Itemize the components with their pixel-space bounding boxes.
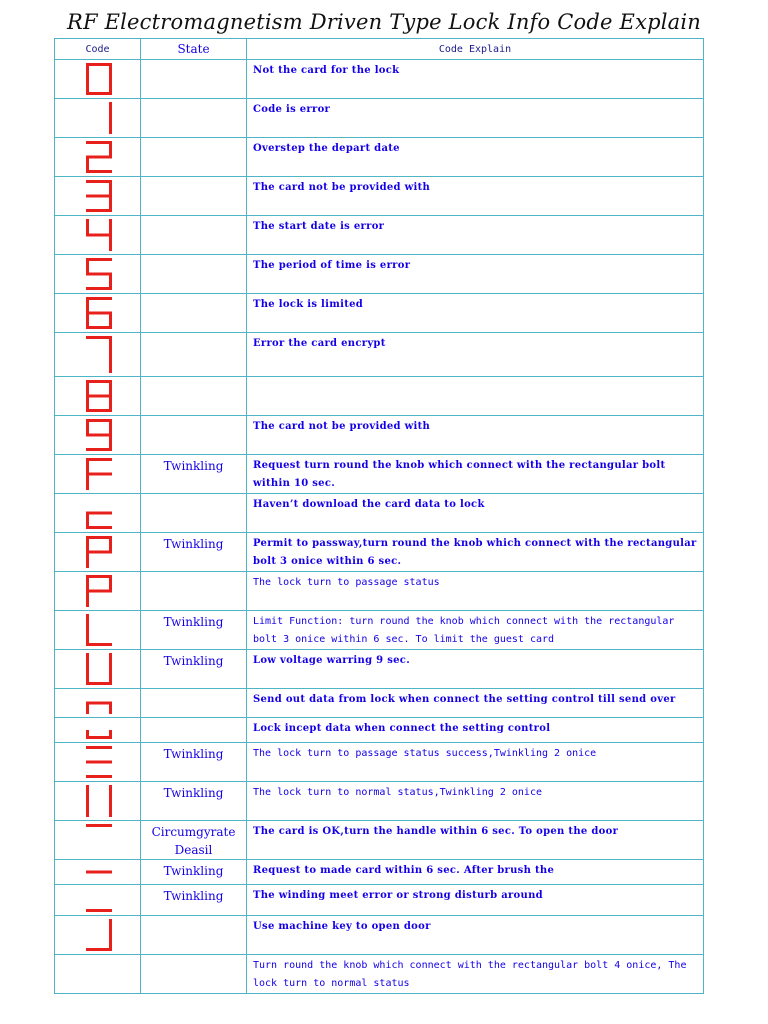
table-row — [55, 216, 704, 255]
explain-cell: Permit to passway,turn round the knob which connect with the rectangular bolt 3 onice within 6 sec. — [247, 533, 704, 572]
segment-digit-icon — [86, 336, 112, 373]
segment-b — [109, 180, 112, 196]
explain-cell: Send out data from lock when connect the setting control till send over — [247, 689, 704, 718]
state-cell: Twinkling — [141, 860, 247, 885]
code-cell — [55, 416, 141, 455]
table-row — [55, 416, 704, 455]
table-row — [55, 377, 704, 416]
segment-c — [109, 703, 112, 714]
header-code: Code — [55, 39, 141, 60]
state-cell: Twinkling — [141, 611, 247, 650]
state-cell — [141, 333, 247, 377]
segment-g — [86, 156, 112, 159]
segment-e — [86, 157, 89, 173]
table-row — [55, 860, 704, 885]
table-row — [55, 494, 704, 533]
state-cell — [141, 494, 247, 533]
state-cell — [141, 689, 247, 718]
explain-cell: Request to made card within 6 sec. After brush the — [247, 860, 704, 885]
explain-cell: Not the card for the lock — [247, 60, 704, 99]
code-cell — [55, 782, 141, 821]
segment-f — [86, 575, 89, 591]
explain-cell: Haven’t download the card data to lock — [247, 494, 704, 533]
code-cell — [55, 533, 141, 572]
segment-digit-icon — [86, 888, 112, 912]
segment-a — [86, 180, 112, 183]
table-row — [55, 821, 704, 860]
segment-d — [86, 326, 112, 329]
segment-g — [86, 871, 112, 874]
segment-b — [109, 785, 112, 801]
segment-f — [86, 63, 89, 79]
code-cell — [55, 99, 141, 138]
segment-b — [109, 380, 112, 396]
table-row — [55, 533, 704, 572]
segment-digit-icon — [86, 63, 112, 95]
explain-cell: Turn round the knob which connect with the rectangular bolt 4 onice, The lock turn to normal status — [247, 955, 704, 994]
segment-e — [86, 591, 89, 607]
segment-digit-icon — [86, 824, 112, 856]
segment-d — [86, 448, 112, 451]
segment-g — [86, 195, 112, 198]
explain-cell: The start date is error — [247, 216, 704, 255]
code-cell — [55, 611, 141, 650]
state-cell — [141, 916, 247, 955]
explain-cell: The card is OK,turn the handle within 6 sec. To open the door — [247, 821, 704, 860]
segment-digit-icon — [86, 746, 112, 778]
explain-cell: The card not be provided with — [247, 416, 704, 455]
state-cell — [141, 718, 247, 743]
explain-cell: Error the card encrypt — [247, 333, 704, 377]
segment-c — [109, 355, 112, 374]
segment-digit-icon — [86, 141, 112, 173]
table-row — [55, 255, 704, 294]
segment-a — [86, 297, 112, 300]
segment-e — [86, 730, 89, 739]
table-row — [55, 177, 704, 216]
segment-f — [86, 297, 89, 313]
segment-d — [86, 682, 112, 685]
segment-d — [86, 775, 112, 778]
table-row — [55, 885, 704, 916]
segment-e — [86, 396, 89, 412]
explain-cell: The period of time is error — [247, 255, 704, 294]
segment-digit-icon — [86, 785, 112, 817]
segment-e — [86, 313, 89, 329]
code-cell — [55, 689, 141, 718]
table-row — [55, 916, 704, 955]
state-cell — [141, 572, 247, 611]
segment-a — [86, 824, 112, 827]
segment-d — [86, 736, 112, 739]
segment-a — [86, 575, 112, 578]
segment-d — [86, 526, 112, 529]
segment-digit-icon — [86, 919, 112, 951]
code-cell — [55, 494, 141, 533]
code-table — [54, 38, 704, 994]
explain-cell: Overstep the depart date — [247, 138, 704, 177]
segment-e — [86, 630, 89, 646]
segment-b — [109, 102, 112, 118]
segment-e — [86, 669, 89, 685]
table-row — [55, 782, 704, 821]
segment-g — [86, 234, 112, 237]
segment-f — [86, 380, 89, 396]
state-cell — [141, 294, 247, 333]
code-cell — [55, 138, 141, 177]
code-cell — [55, 294, 141, 333]
code-cell — [55, 572, 141, 611]
state-cell — [141, 255, 247, 294]
segment-digit-icon — [86, 653, 112, 685]
state-cell — [141, 99, 247, 138]
explain-cell: The lock turn to passage status success,Twinkling 2 onice — [247, 743, 704, 782]
table-row — [55, 99, 704, 138]
segment-g — [86, 395, 112, 398]
segment-digit-icon — [86, 692, 112, 714]
code-cell — [55, 821, 141, 860]
table-header-row — [55, 39, 704, 60]
segment-b — [109, 419, 112, 435]
explain-cell: Use machine key to open door — [247, 916, 704, 955]
code-cell — [55, 377, 141, 416]
segment-digit-icon — [86, 380, 112, 412]
state-cell — [141, 177, 247, 216]
segment-digit-icon — [86, 863, 112, 881]
segment-a — [86, 536, 112, 539]
segment-f — [86, 458, 89, 474]
segment-a — [86, 746, 112, 749]
code-cell — [55, 860, 141, 885]
segment-c — [109, 801, 112, 817]
segment-g — [86, 551, 112, 554]
table-row — [55, 138, 704, 177]
segment-digit-icon — [86, 180, 112, 212]
explain-cell: Code is error — [247, 99, 704, 138]
state-cell — [141, 60, 247, 99]
segment-b — [109, 63, 112, 79]
state-cell: Twinkling — [141, 782, 247, 821]
segment-a — [86, 380, 112, 383]
code-cell — [55, 650, 141, 689]
explain-cell: The lock is limited — [247, 294, 704, 333]
code-cell — [55, 60, 141, 99]
segment-e — [86, 703, 89, 714]
segment-f — [86, 614, 89, 630]
segment-b — [109, 653, 112, 669]
code-cell — [55, 333, 141, 377]
segment-d — [86, 409, 112, 412]
segment-g — [86, 512, 112, 515]
code-cell — [55, 885, 141, 916]
segment-f — [86, 219, 89, 235]
segment-b — [109, 336, 112, 355]
segment-a — [86, 336, 112, 339]
state-cell — [141, 138, 247, 177]
segment-g — [86, 434, 112, 437]
code-cell — [55, 455, 141, 494]
segment-f — [86, 258, 89, 274]
explain-cell: Low voltage warring 9 sec. — [247, 650, 704, 689]
segment-digit-icon — [86, 258, 112, 290]
segment-d — [86, 92, 112, 95]
state-cell: Twinkling — [141, 743, 247, 782]
segment-b — [109, 141, 112, 157]
segment-d — [86, 170, 112, 173]
segment-e — [86, 513, 89, 529]
segment-digit-icon — [86, 102, 112, 134]
segment-digit-icon — [86, 575, 112, 607]
segment-g — [86, 312, 112, 315]
segment-digit-icon — [86, 219, 112, 251]
segment-e — [86, 474, 89, 490]
explain-cell: Request turn round the knob which connect with the rectangular bolt within 10 sec. — [247, 455, 704, 494]
segment-g — [86, 273, 112, 276]
segment-a — [86, 258, 112, 261]
state-cell — [141, 377, 247, 416]
table-row — [55, 650, 704, 689]
code-cell — [55, 955, 141, 994]
explain-cell: Lock incept data when connect the setting control — [247, 718, 704, 743]
explain-cell: The lock turn to normal status,Twinkling 2 onice — [247, 782, 704, 821]
segment-g — [86, 761, 112, 764]
explain-cell: The card not be provided with — [247, 177, 704, 216]
segment-g — [86, 473, 112, 476]
segment-a — [86, 63, 112, 66]
explain-cell: Limit Function: turn round the knob which connect with the rectangular bolt 3 onice within 6 sec. To limit the guest card — [247, 611, 704, 650]
segment-digit-icon — [86, 297, 112, 329]
table-row — [55, 455, 704, 494]
segment-b — [109, 575, 112, 591]
segment-c — [109, 118, 112, 134]
table-row — [55, 60, 704, 99]
explain-cell: The winding meet error or strong disturb around — [247, 885, 704, 916]
header-state: State — [141, 39, 247, 60]
state-cell: Circumgyrate Deasil — [141, 821, 247, 860]
segment-f — [86, 536, 89, 552]
segment-b — [109, 219, 112, 235]
state-cell — [141, 216, 247, 255]
segment-b — [109, 536, 112, 552]
segment-d — [86, 909, 112, 912]
segment-e — [86, 552, 89, 568]
state-cell: Twinkling — [141, 885, 247, 916]
segment-f — [86, 785, 89, 801]
segment-a — [86, 419, 112, 422]
segment-b — [109, 919, 112, 935]
table-row — [55, 743, 704, 782]
segment-c — [109, 235, 112, 251]
segment-d — [86, 948, 112, 951]
segment-digit-icon — [86, 536, 112, 568]
state-cell — [141, 955, 247, 994]
segment-e — [86, 801, 89, 817]
segment-d — [86, 643, 112, 646]
segment-a — [86, 458, 112, 461]
segment-a — [86, 141, 112, 144]
segment-digit-icon — [86, 497, 112, 529]
table-row — [55, 294, 704, 333]
state-cell — [141, 416, 247, 455]
state-cell: Twinkling — [141, 455, 247, 494]
segment-d — [86, 209, 112, 212]
code-cell — [55, 743, 141, 782]
state-cell: Twinkling — [141, 533, 247, 572]
state-cell: Twinkling — [141, 650, 247, 689]
table-row — [55, 333, 704, 377]
table-row — [55, 955, 704, 994]
segment-g — [86, 590, 112, 593]
explain-cell: The lock turn to passage status — [247, 572, 704, 611]
code-cell — [55, 177, 141, 216]
segment-g — [86, 702, 112, 705]
table-row — [55, 611, 704, 650]
table-row — [55, 689, 704, 718]
code-cell — [55, 718, 141, 743]
code-cell — [55, 216, 141, 255]
explain-cell — [247, 377, 704, 416]
code-cell — [55, 916, 141, 955]
segment-f — [86, 653, 89, 669]
segment-digit-icon — [86, 458, 112, 490]
table-row — [55, 572, 704, 611]
segment-e — [86, 79, 89, 95]
segment-d — [86, 287, 112, 290]
header-explain: Code Explain — [247, 39, 704, 60]
segment-f — [86, 419, 89, 435]
segment-digit-icon — [86, 721, 112, 739]
page-title: RF Electromagnetism Driven Type Lock Info Code Explain — [66, 10, 702, 34]
segment-digit-icon — [86, 614, 112, 646]
table-row — [55, 718, 704, 743]
code-cell — [55, 255, 141, 294]
segment-digit-icon — [86, 419, 112, 451]
